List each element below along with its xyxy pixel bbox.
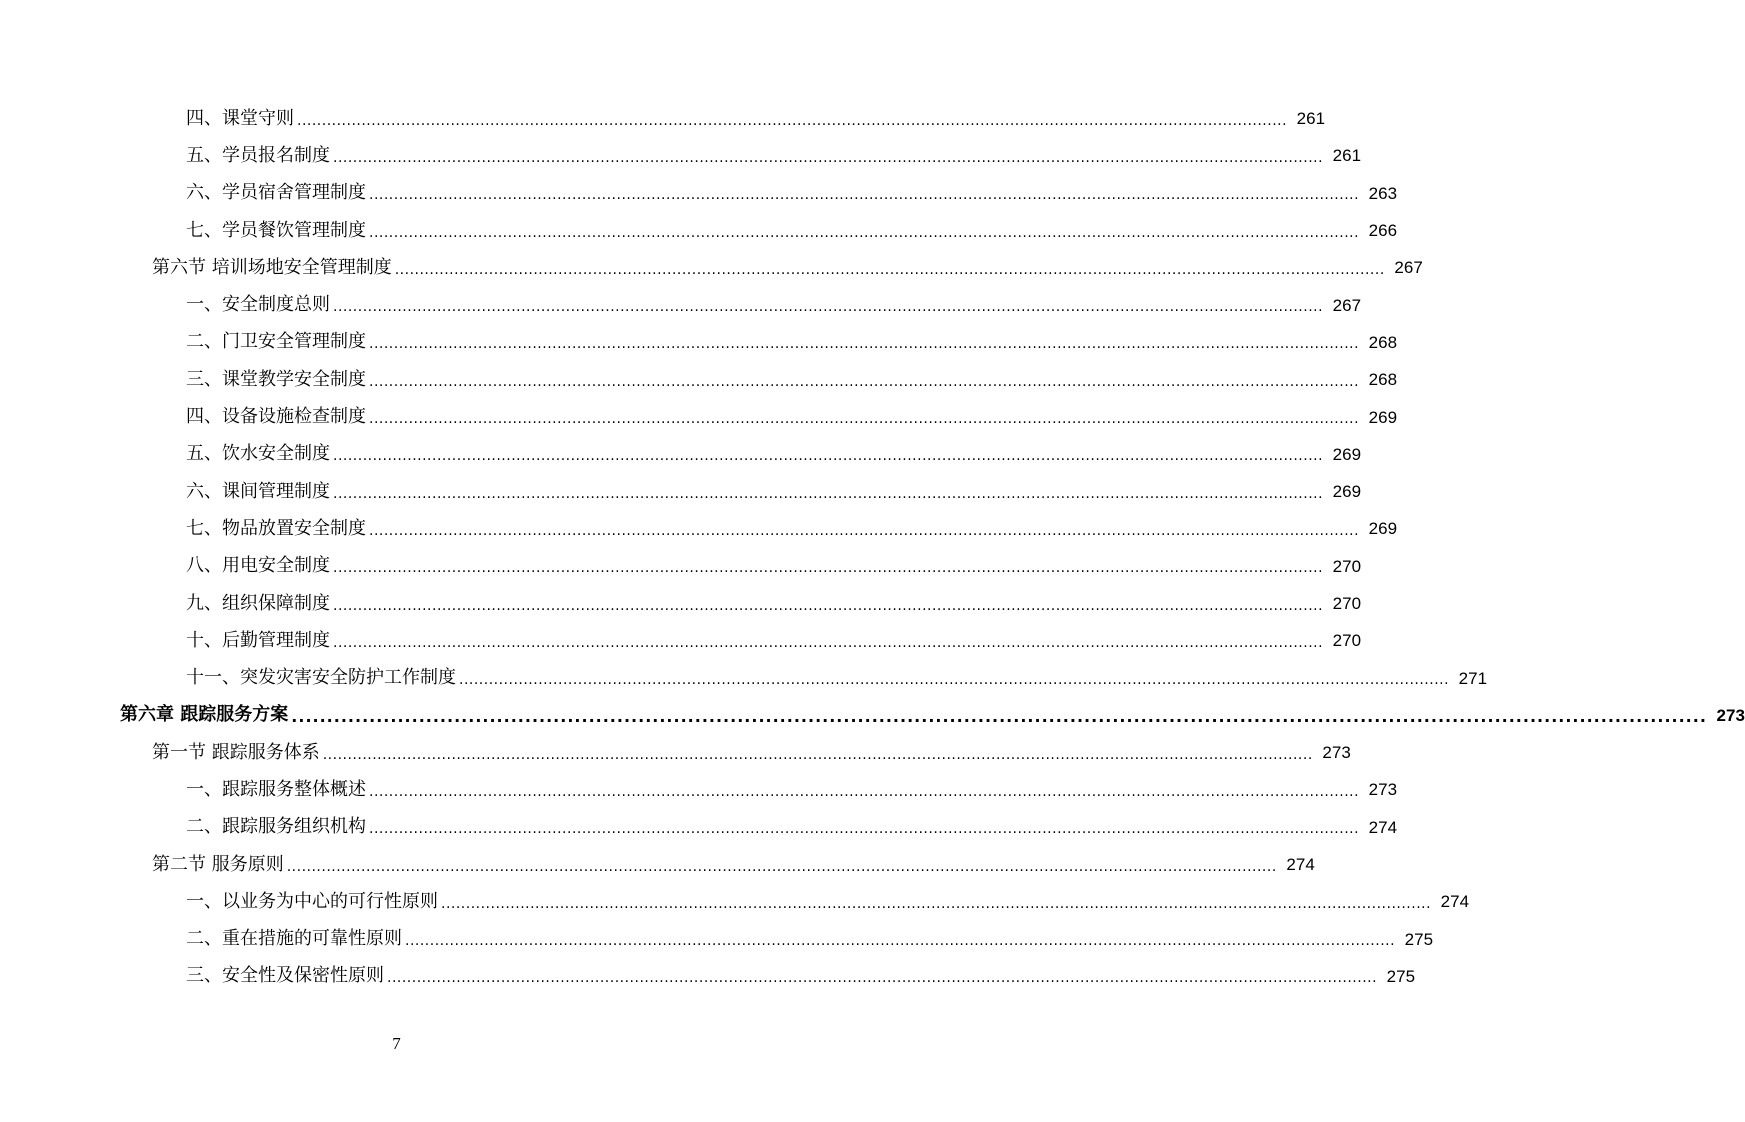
page-number: 7 [392,1034,401,1053]
toc-leader-dots: ........................................................................................................................................................................................................ [369,821,1360,838]
toc-leader-dots: ........................................................................................................................................................................................................ [394,261,1385,278]
toc-subsection-entry[interactable] [0,212,1398,249]
toc-entry-label: 一、跟踪服务整体概述 [186,778,366,800]
toc-entry-page: 273 [1716,705,1745,725]
toc-entry-page: 269 [1368,407,1398,427]
toc-entry-label: 二、门卫安全管理制度 [186,331,366,353]
toc-leader-dots: ........................................................................................................................................................................................................ [369,373,1360,390]
toc-subsection-entry[interactable] [0,622,1362,659]
toc-leader-dots: ........................................................................................................................................................................................................ [369,224,1360,241]
toc-entry-label: 七、学员餐饮管理制度 [186,219,366,241]
toc-leader-dots: ........................................................................................................................................................................................................ [333,299,1324,316]
toc-subsection-entry[interactable] [0,809,1398,846]
toc-entry-page: 266 [1368,221,1398,241]
toc-leader-dots: ........................................................................................................................................................................................................ [369,336,1360,353]
toc-entry-label: 五、学员报名制度 [186,144,330,166]
toc-entry-label: 四、课堂守则 [186,107,294,129]
toc-entry-page: 261 [1332,146,1362,166]
toc-entry-label: 八、用电安全制度 [186,555,330,577]
toc-subsection-entry[interactable] [0,473,1362,510]
toc-entry-label: 十、后勤管理制度 [186,629,330,651]
toc-entry-label: 二、重在措施的可靠性原则 [186,928,402,950]
toc-subsection-entry[interactable] [0,398,1398,435]
toc-leader-dots: ........................................................................................................................................................................................................ [291,707,1707,727]
toc-entry-page: 261 [1296,109,1326,129]
toc-leader-dots: ........................................................................................................................................................................................................ [369,783,1360,800]
toc-leader-dots: ........................................................................................................................................................................................................ [333,634,1324,651]
toc-entry-page: 273 [1368,780,1398,800]
toc-leader-dots: ........................................................................................................................................................................................................ [333,485,1324,502]
toc-entry-label: 六、课间管理制度 [186,480,330,502]
toc-entry-label: 十一、突发灾害安全防护工作制度 [186,667,456,689]
toc-subsection-entry[interactable] [0,548,1362,585]
toc-subsection-entry[interactable] [0,100,1326,137]
toc-entry-page: 270 [1332,556,1362,576]
toc-subsection-entry[interactable] [0,585,1362,622]
toc-leader-dots: ........................................................................................................................................................................................................ [322,746,1313,763]
toc-entry-page: 268 [1368,370,1398,390]
toc-subsection-entry[interactable] [0,921,1434,958]
toc-entry-page: 274 [1368,817,1398,837]
toc-leader-dots: ........................................................................................................................................................................................................ [333,560,1324,577]
toc-leader-dots: ........................................................................................................................................................................................................ [459,672,1450,689]
toc-entry-page: 275 [1386,966,1416,986]
toc-entry-label: 一、安全制度总则 [186,294,330,316]
toc-entry-label: 四、设备设施检查制度 [186,406,366,428]
toc-subsection-entry[interactable] [0,510,1398,547]
toc-section-entry[interactable] [0,734,1351,771]
toc-leader-dots: ........................................................................................................................................................................................................ [297,112,1288,129]
toc-entry-label: 七、物品放置安全制度 [186,517,366,539]
toc-entry-page: 263 [1368,183,1398,203]
toc-chapter-entry[interactable] [0,697,1745,734]
toc-entry-page: 269 [1332,444,1362,464]
toc-subsection-entry[interactable] [0,771,1398,808]
toc-leader-dots: ........................................................................................................................................................................................................ [369,411,1360,428]
toc-entry-label: 三、课堂教学安全制度 [186,368,366,390]
toc-subsection-entry[interactable] [0,436,1362,473]
toc-subsection-entry[interactable] [0,175,1398,212]
toc-section-entry[interactable] [0,249,1423,286]
toc-leader-dots: ........................................................................................................................................................................................................ [405,933,1396,950]
toc-subsection-entry[interactable] [0,361,1398,398]
toc-leader-dots: ........................................................................................................................................................................................................ [286,858,1277,875]
toc-entry-label: 第二节 服务原则 [152,853,284,875]
toc-section-entry[interactable] [0,846,1315,883]
toc-leader-dots: ........................................................................................................................................................................................................ [333,149,1324,166]
toc-leader-dots: ........................................................................................................................................................................................................ [333,597,1324,614]
toc-subsection-entry[interactable] [0,659,1488,696]
toc-subsection-entry[interactable] [0,286,1362,323]
toc-entry-label: 二、跟踪服务组织机构 [186,816,366,838]
toc-subsection-entry[interactable] [0,324,1398,361]
toc-entry-page: 270 [1332,631,1362,651]
toc-entry-page: 269 [1332,482,1362,502]
toc-entry-page: 274 [1440,892,1470,912]
toc-leader-dots: ........................................................................................................................................................................................................ [441,895,1432,912]
toc-leader-dots: ........................................................................................................................................................................................................ [369,187,1360,204]
toc-entry-page: 275 [1404,929,1434,949]
toc-entry-label: 五、饮水安全制度 [186,443,330,465]
toc-entry-label: 一、以业务为中心的可行性原则 [186,890,438,912]
toc-entry-page: 274 [1286,855,1315,875]
toc-entry-label: 三、安全性及保密性原则 [186,965,384,987]
toc-subsection-entry[interactable] [0,958,1416,995]
toc-leader-dots: ........................................................................................................................................................................................................ [369,522,1360,539]
toc-entry-page: 269 [1368,519,1398,539]
toc-entry-page: 267 [1332,295,1362,315]
toc-entry-label: 第一节 跟踪服务体系 [152,741,320,763]
toc-entry-page: 273 [1322,743,1351,763]
toc-entry-label: 六、学员宿舍管理制度 [186,182,366,204]
toc-entry-label: 第六章 跟踪服务方案 [120,704,289,726]
toc-entry-page: 267 [1394,258,1423,278]
toc-subsection-entry[interactable] [0,137,1362,174]
toc-entry-page: 270 [1332,594,1362,613]
toc-leader-dots: ........................................................................................................................................................................................................ [333,448,1324,465]
toc-entry-label: 九、组织保障制度 [186,592,330,614]
toc-leader-dots: ........................................................................................................................................................................................................ [387,970,1378,987]
table-of-contents [0,100,1745,995]
toc-subsection-entry[interactable] [0,883,1470,920]
toc-entry-label: 第六节 培训场地安全管理制度 [152,256,392,278]
toc-entry-page: 271 [1458,668,1488,688]
toc-entry-page: 268 [1368,332,1398,352]
